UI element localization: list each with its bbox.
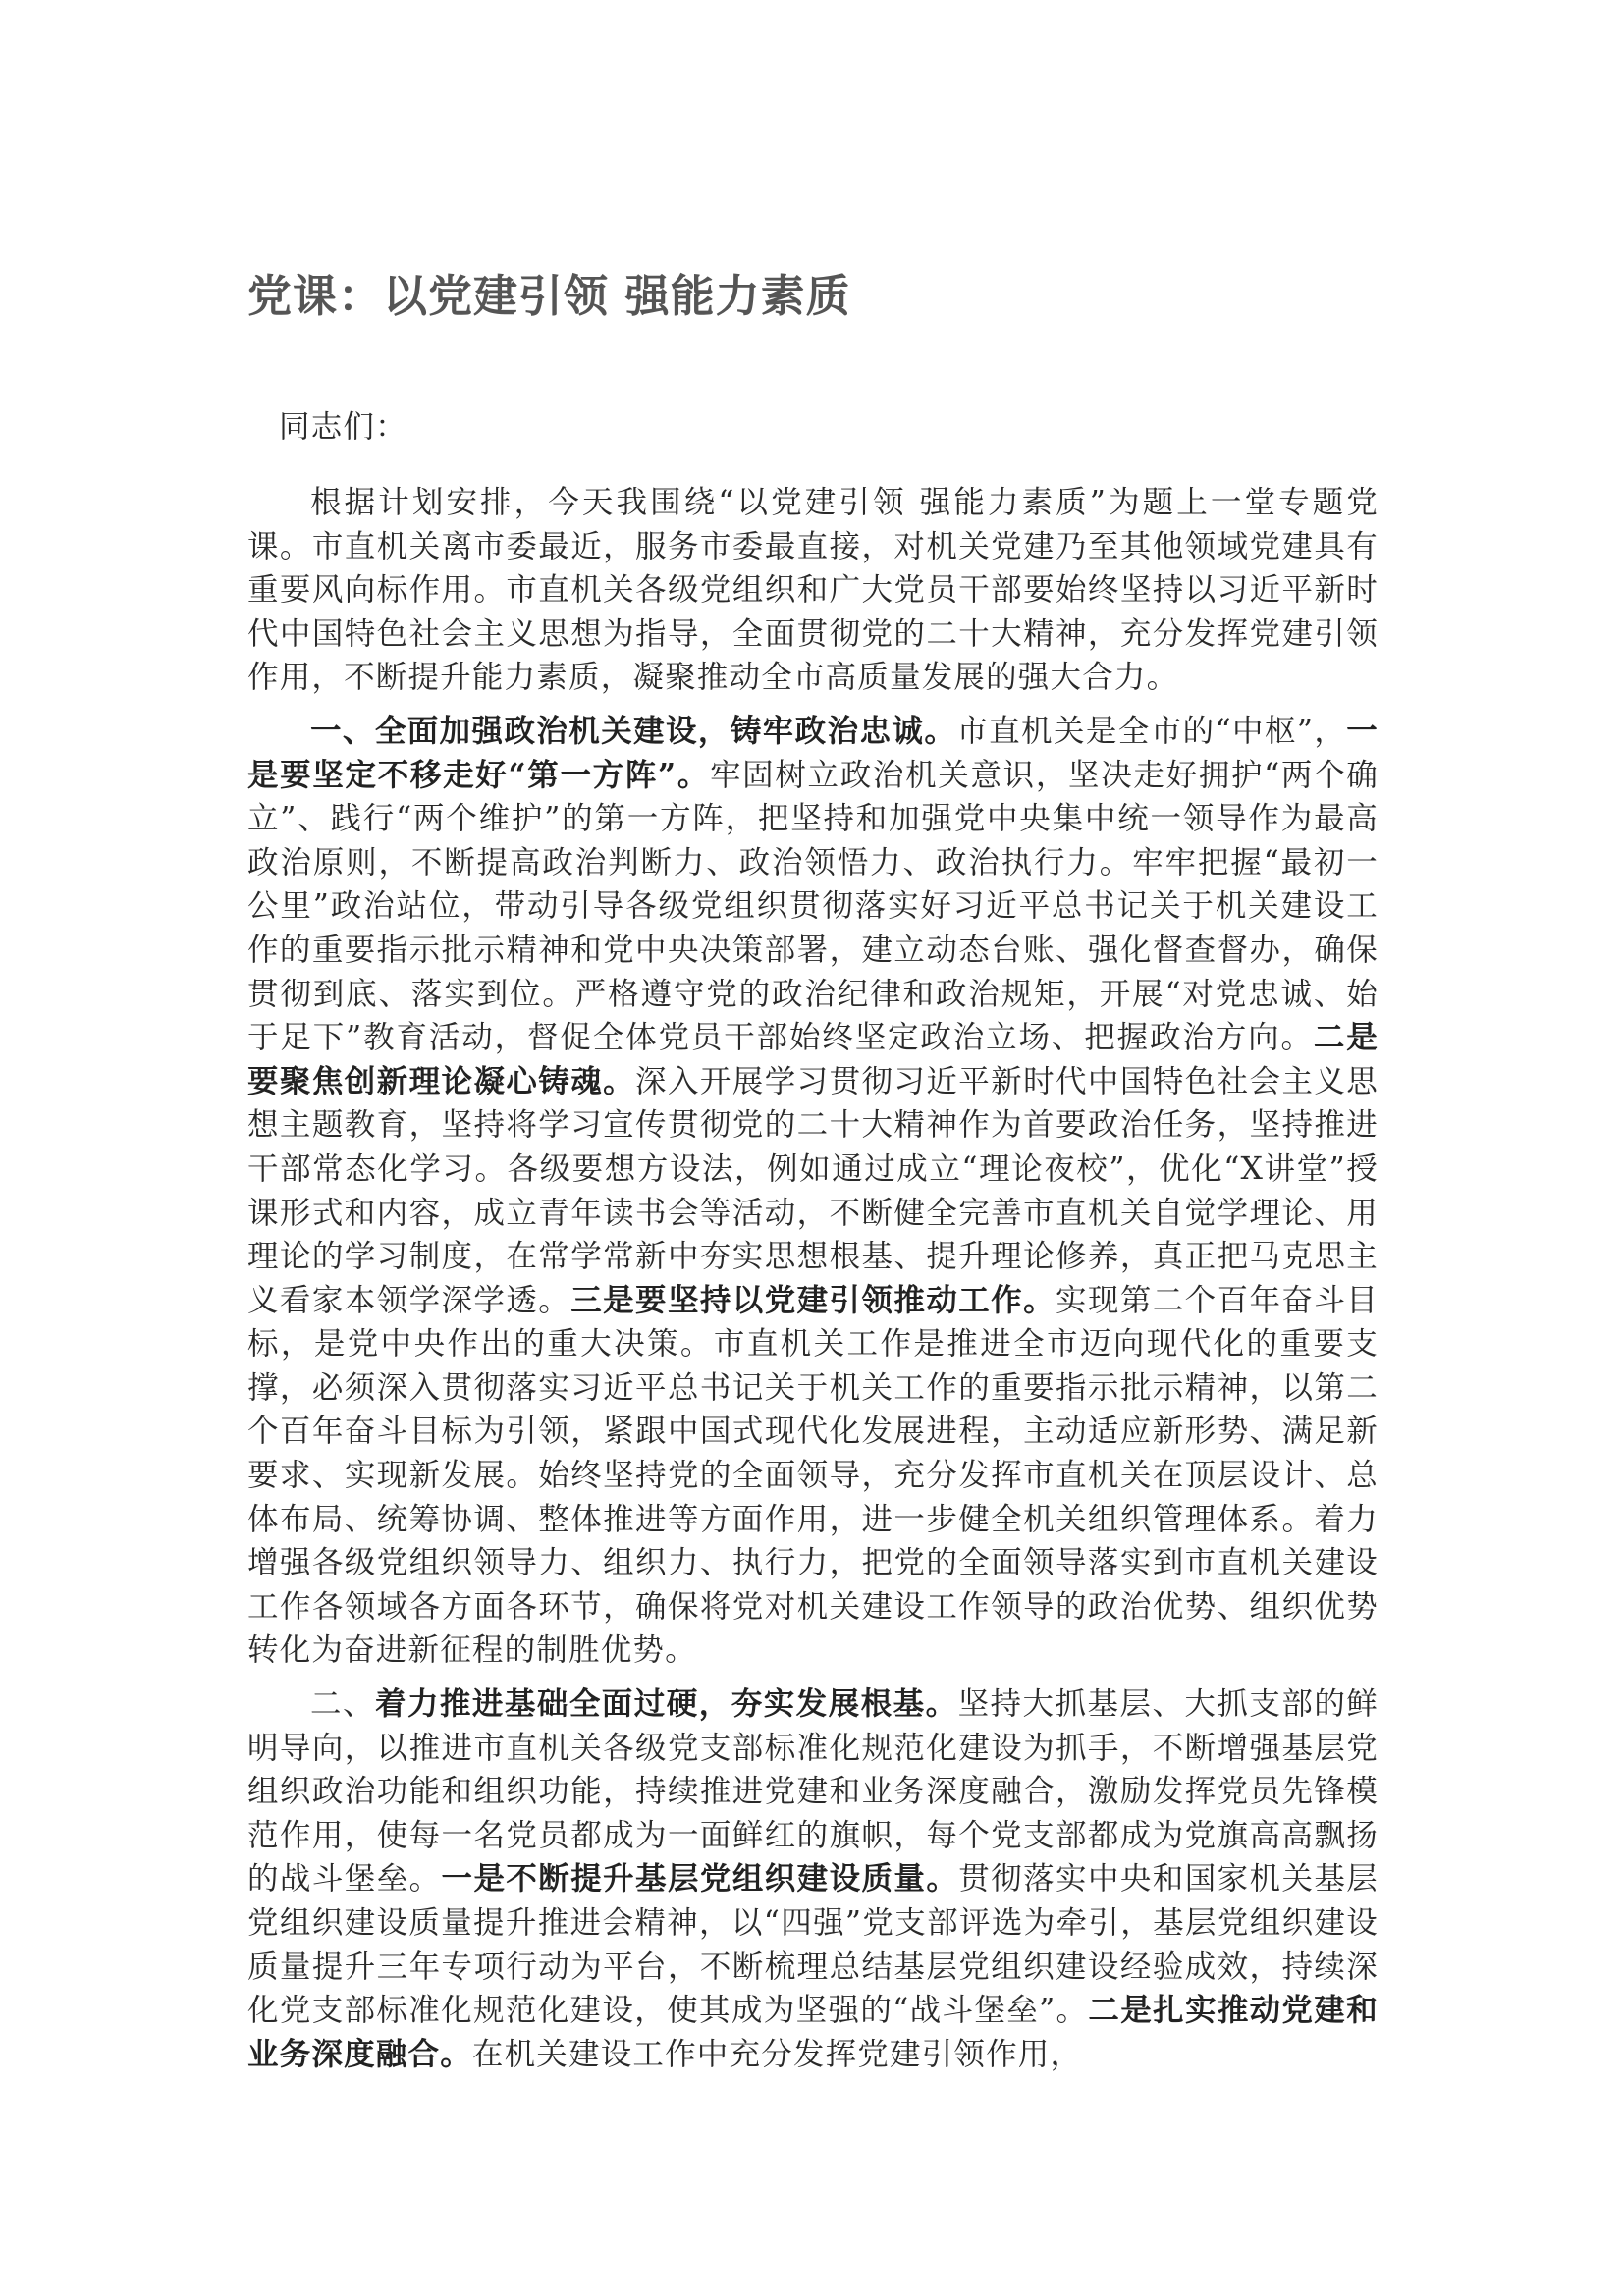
salutation: 同志们： [279,409,407,445]
text-segment: 在机关建设工作中充分发挥党建引领作用， [471,2036,1083,2072]
page-title: 党课：以党建引领 强能力素质 [247,270,851,322]
point-one-heading: 一是不断提升基层党组织建设质量。 [441,1860,959,1897]
text-segment: 坚持大抓基层、大抓支部的鲜明导向，以推进市直机关各级党支部标准化规范化建设为抓手，不断增强基层党组织政治功能和组织功能，持续推进党建和业务深度融合，激励发挥党员先锋模范作用，使每一名党员都成为一面鲜红的旗帜，每个党支部都成为党旗高高飘扬的战斗堡垒。 [247,1686,1380,1897]
paragraph-section-one [247,710,1379,1673]
section-one-heading: 一、全面加强政治机关建设，铸牢政治忠诚。 [310,712,957,749]
document-body [247,402,1379,2086]
paragraph-section-two [247,1682,1379,2076]
point-two-heading: 二是要聚焦创新理论凝心铸魂。 [247,1019,1379,1099]
section-two-number: 二、 [310,1686,375,1723]
point-one-heading: 一是要坚定不移走好“第一方阵”。 [247,712,1379,793]
point-two-heading: 二是扎实推动党建和业务深度融合。 [247,1992,1379,2072]
text-segment: 根据计划安排，今天我围绕“以党建引领 强能力素质”为题上一堂专题党课。市直机关离市委最近，服务市委最直接，对机关党建乃至其他领域党建具有重要风向标作用。市直机关各级党组织和广大党员干部要始终坚持以习近平新时代中国特色社会主义思想为指导，全面贯彻党的二十大精神，充分发挥党建引领作用，不断提升能力素质，凝聚推动全市高质量发展的强大合力。 [247,485,1379,696]
text-segment: 深入开展学习贯彻习近平新时代中国特色社会主义思想主题教育，坚持将学习宣传贯彻党的二十大精神作为首要政治任务，坚持推进干部常态化学习。各级要想方设法，例如通过成立“理论夜校”，优化“X讲堂”授课形式和内容，成立青年读书会等活动，不断健全完善市直机关自觉学理论、用理论的学习制度，在常学常新中夯实思想根基、提升理论修养，真正把马克思主义看家本领学深学透。 [247,1063,1379,1318]
point-three-heading: 三是要坚持以党建引领推动工作。 [570,1281,1056,1318]
text-segment: 市直机关是全市的“中枢”， [956,713,1347,749]
text-segment: 实现第二个百年奋斗目标，是党中央作出的重大决策。市直机关工作是推进全市迈向现代化的重要支撑，必须深入贯彻落实习近平总书记关于机关工作的重要指示批示精神，以第二个百年奋斗目标为引领，紧跟中国式现代化发展进程，主动适应新形势、满足新要求、实现新发展。始终坚持党的全面领导，充分发挥市直机关在顶层设计、总体布局、统筹协调、整体推进等方面作用，进一步健全机关组织管理体系。着力增强各级党组织领导力、组织力、执行力，把党的全面领导落实到市直机关建设工作各领域各方面各环节，确保将党对机关建设工作领导的政治优势、组织优势转化为奋进新征程的制胜优势。 [247,1282,1379,1669]
text-segment: 贯彻落实中央和国家机关基层党组织建设质量提升推进会精神，以“四强”党支部评选为牵引，基层党组织建设质量提升三年专项行动为平台，不断梳理总结基层党组织建设经验成效，持续深化党支部标准化规范化建设，使其成为坚强的“战斗堡垒”。 [247,1861,1380,2029]
paragraph-intro [247,481,1379,700]
section-two-heading: 着力推进基础全面过硬，夯实发展根基。 [374,1685,958,1723]
text-segment: 牢固树立政治机关意识，坚决走好拥护“两个确立”、践行“两个维护”的第一方阵，把坚持和加强党中央集中统一领导作为最高政治原则，不断提高政治判断力、政治领悟力、政治执行力。牢牢把握“最初一公里”政治站位，带动引导各级党组织贯彻落实好习近平总书记关于机关建设工作的重要指示批示精神和党中央决策部署，建立动态台账、强化督查督办，确保贯彻到底、落实到位。严格遵守党的政治纪律和政治规矩，开展“对党忠诚、始于足下”教育活动，督促全体党员干部始终坚定政治立场、把握政治方向。 [247,757,1379,1056]
